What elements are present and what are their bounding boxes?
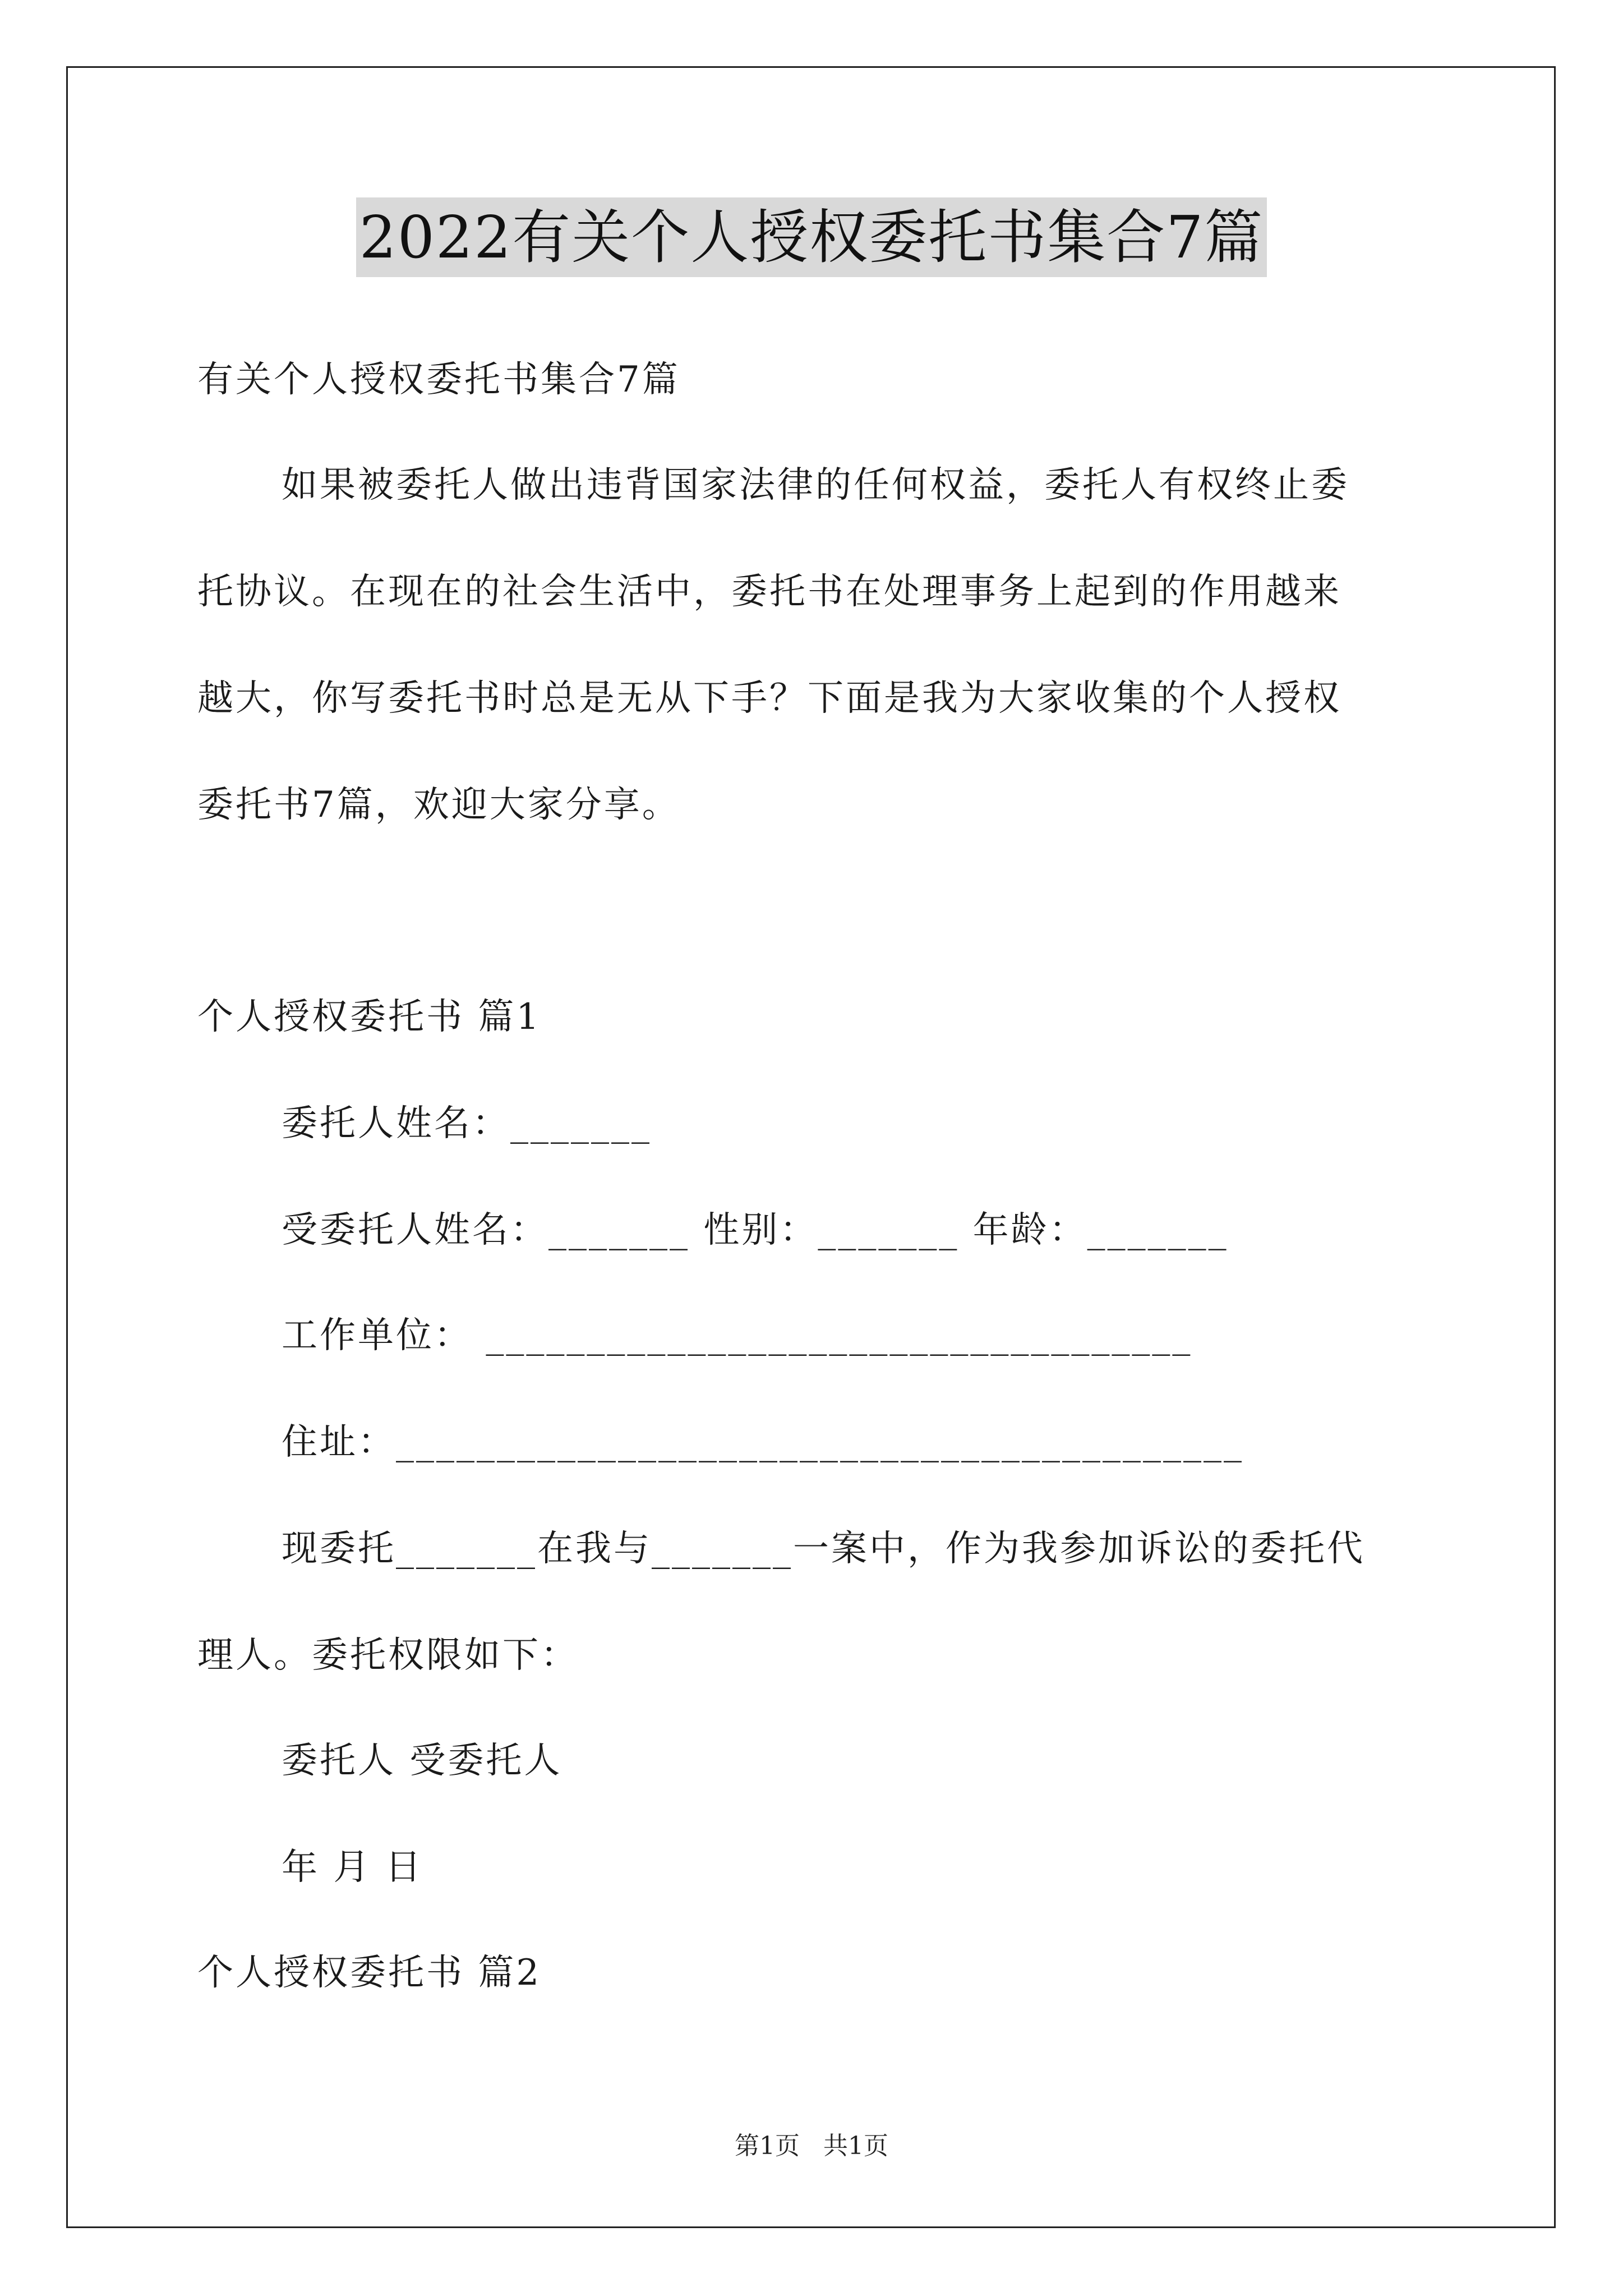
body-line-2: 理人。委托权限如下：: [197, 1635, 579, 1676]
intro-line-1: 如果被委托人做出违背国家法律的任何权益，委托人有权终止委: [282, 464, 1349, 506]
intro-line-4: 委托书7篇，欢迎大家分享。: [197, 784, 680, 826]
section-heading-1: 个人授权委托书 篇1: [197, 996, 542, 1038]
body-line-1: 现委托_______在我与_______一案中，作为我参加诉讼的委托代: [282, 1528, 1365, 1570]
intro-line-2: 托协议。在现在的社会生活中，委托书在处理事务上起到的作用越来: [197, 571, 1341, 613]
signature-line: 委托人 受委托人: [282, 1740, 562, 1782]
intro-line-3: 越大，你写委托书时总是无从下手？下面是我为大家收集的个人授权: [197, 678, 1341, 719]
section-heading-2: 个人授权委托书 篇2: [197, 1952, 542, 1994]
subtitle: 有关个人授权委托书集合7篇: [197, 359, 680, 401]
date-line: 年 月 日: [282, 1847, 423, 1888]
address-field: 住址：__________________________________________: [282, 1421, 1244, 1463]
work-unit-field: 工作单位： ___________________________________: [282, 1315, 1193, 1356]
principal-name-field: 委托人姓名：_______: [282, 1103, 652, 1144]
title-container: [0, 197, 1623, 277]
document-title: 2022有关个人授权委托书集合7篇: [356, 197, 1267, 277]
agent-fields: 受委托人姓名：_______ 性别：_______ 年龄：_______: [282, 1209, 1229, 1251]
page-footer: 第1页 共1页: [735, 2132, 888, 2160]
